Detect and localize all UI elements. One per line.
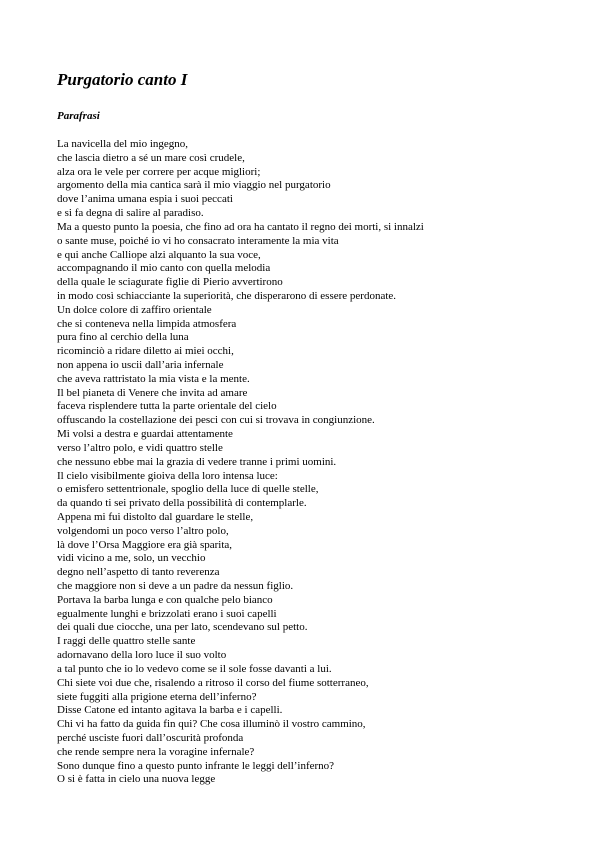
text-line: da quando ti sei privato della possibilità di contemplarle. xyxy=(57,497,307,510)
text-line: verso l’altro polo, e vidi quattro stelle xyxy=(57,441,223,454)
text-line: faceva risplendere tutta la parte orientale del cielo xyxy=(57,400,277,413)
text-line: Ma a questo punto la poesia, che fino ad ora ha cantato il regno dei morti, si innalzi xyxy=(57,220,424,233)
text-line: che rende sempre nera la voragine infernale? xyxy=(57,745,255,758)
paraphrase-text xyxy=(57,138,577,787)
text-line: o emisfero settentrionale, spoglio della luce di quelle stelle, xyxy=(57,483,319,496)
text-line: degno nell’aspetto di tanto reverenza xyxy=(57,566,220,579)
text-line: argomento della mia cantica sarà il mio viaggio nel purgatorio xyxy=(57,179,331,192)
text-line: dei quali due ciocche, una per lato, scendevano sul petto. xyxy=(57,621,308,634)
text-line: non appena io uscii dall’aria infernale xyxy=(57,359,224,371)
text-line: adornavano della loro luce il suo volto xyxy=(57,649,227,662)
text-line: siete fuggiti alla prigione eterna dell’inferno? xyxy=(57,690,257,703)
text-line: Mi volsi a destra e guardai attentamente xyxy=(57,428,233,441)
text-line: egualmente lunghi e brizzolati erano i suoi capelli xyxy=(57,607,277,620)
text-line: a tal punto che io lo vedevo come se il sole fosse davanti a lui. xyxy=(57,662,332,675)
text-line: volgendomi un poco verso l’altro polo, xyxy=(57,524,229,537)
text-line: pura fino al cerchio della luna xyxy=(57,331,189,344)
text-line: Chi siete voi due che, risalendo a ritroso il corso del fiume sotterraneo, xyxy=(57,676,369,689)
document-title: Purgatorio canto I xyxy=(57,70,188,89)
text-line: Disse Catone ed intanto agitava la barba e i capelli. xyxy=(57,704,283,717)
text-line: Un dolce colore di zaffiro orientale xyxy=(57,303,212,316)
text-line: o sante muse, poiché io vi ho consacrato interamente la mia vita xyxy=(57,234,339,247)
text-line: La navicella del mio ingegno, xyxy=(57,138,189,150)
text-line: che si conteneva nella limpida atmosfera xyxy=(57,317,237,330)
text-line: Il cielo visibilmente gioiva della loro intensa luce: xyxy=(57,469,278,482)
text-line: O si è fatta in cielo una nuova legge xyxy=(57,773,216,786)
text-line: dove l’anima umana espia i suoi peccati xyxy=(57,193,233,206)
text-line: Il bel pianeta di Venere che invita ad amare xyxy=(57,386,248,399)
text-line: Portava la barba lunga e con qualche pelo bianco xyxy=(57,593,273,606)
document-page xyxy=(57,70,577,787)
text-line: alza ora le vele per correre per acque migliori; xyxy=(57,165,261,178)
text-line: e si fa degna di salire al paradiso. xyxy=(57,207,204,220)
text-line: Chi vi ha fatto da guida fin qui? Che cosa illuminò il vostro cammino, xyxy=(57,718,366,731)
text-line: vidi vicino a me, solo, un vecchio xyxy=(57,552,206,565)
text-line: che maggiore non si deve a un padre da nessun figlio. xyxy=(57,580,294,592)
text-line: Appena mi fui distolto dal guardare le stelle, xyxy=(57,510,254,523)
document-subtitle: Parafrasi xyxy=(57,110,100,122)
text-line: Sono dunque fino a questo punto infrante le leggi dell’inferno? xyxy=(57,759,335,772)
text-line: che aveva rattristato la mia vista e la mente. xyxy=(57,372,250,385)
text-line: che lascia dietro a sé un mare così crudele, xyxy=(57,151,245,164)
text-line: perché usciste fuori dall’oscurità profonda xyxy=(57,731,244,744)
text-line: della quale le sciagurate figlie di Pierio avvertirono xyxy=(57,276,283,289)
text-line: offuscando la costellazione dei pesci con cui si trovava in congiunzione. xyxy=(57,414,375,427)
text-line: in modo così schiacciante la superiorità, che disperarono di essere perdonate. xyxy=(57,289,397,302)
text-line: accompagnando il mio canto con quella melodia xyxy=(57,262,271,275)
text-line: I raggi delle quattro stelle sante xyxy=(57,635,196,648)
text-line: che nessuno ebbe mai la grazia di vedere tranne i primi uomini. xyxy=(57,455,337,468)
text-line: là dove l’Orsa Maggiore era già sparita, xyxy=(57,538,233,551)
text-line: e qui anche Calliope alzi alquanto la sua voce, xyxy=(57,248,261,261)
text-line: ricominciò a ridare diletto ai miei occhi, xyxy=(57,345,234,358)
